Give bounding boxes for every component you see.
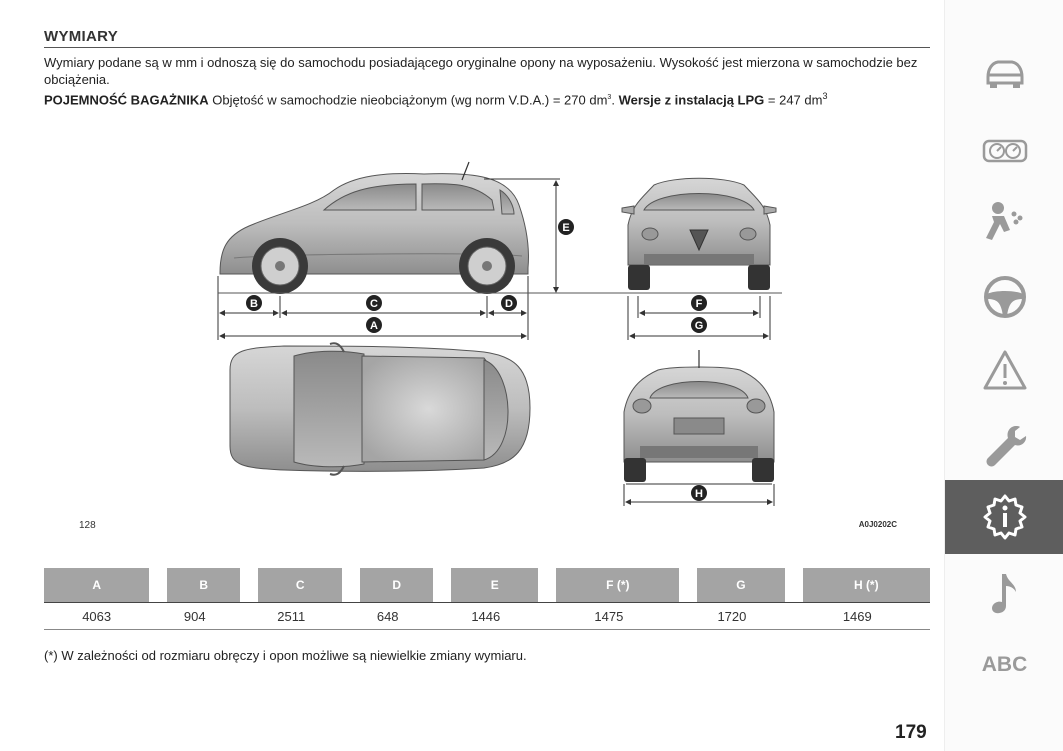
value-a: 4063	[44, 602, 149, 630]
tab-multimedia[interactable]	[945, 556, 1063, 630]
tab-emergency[interactable]	[945, 334, 1063, 408]
value-d: 648	[342, 602, 433, 630]
figure-number: 128	[79, 520, 96, 531]
badge-f	[691, 295, 707, 311]
dashboard-gauges-icon	[980, 131, 1030, 171]
steering-wheel-icon	[980, 272, 1030, 322]
badge-h	[691, 485, 707, 501]
dimensions-figure	[44, 150, 930, 535]
svg-text:H: H	[695, 488, 703, 500]
tab-car[interactable]	[945, 36, 1063, 110]
capacity-label: POJEMNOŚĆ BAGAŻNIKA	[44, 92, 209, 108]
header-c: C	[240, 568, 342, 602]
value-g: 1720	[679, 602, 784, 630]
front-view	[622, 178, 776, 290]
svg-text:E: E	[562, 222, 570, 234]
badge-b	[246, 295, 262, 311]
table-header-row	[44, 568, 930, 602]
badge-c	[366, 295, 382, 311]
header-f: F (*)	[538, 568, 679, 602]
tab-technical-data[interactable]	[945, 480, 1063, 554]
header-a: A	[44, 568, 149, 602]
capacity-text: Objętość w samochodzie nieobciążonym (wg norm V.D.A.) = 270 dm	[208, 92, 608, 108]
header-h: H (*)	[785, 568, 930, 602]
info-gear-icon	[980, 492, 1030, 542]
dimensions-table	[44, 568, 930, 630]
lpg-label: Wersje z instalacją LPG	[618, 92, 765, 108]
content-area	[44, 28, 930, 107]
figure-code: A0J0202C	[858, 520, 897, 529]
warning-triangle-icon	[980, 346, 1030, 396]
header-d: D	[342, 568, 433, 602]
tab-safety[interactable]	[945, 186, 1063, 260]
svg-text:C: C	[370, 298, 378, 310]
page-number: 179	[895, 722, 927, 743]
vehicle-dimensions-drawing	[44, 150, 930, 535]
footnote: (*) W zależności od rozmiaru obręczy i opon możliwe są niewielkie zmiany wymiaru.	[44, 648, 527, 663]
tab-driving[interactable]	[945, 260, 1063, 334]
chapter-sidebar	[944, 0, 1063, 751]
music-note-icon	[980, 568, 1030, 618]
capacity-sep: .	[611, 92, 619, 108]
lpg-text: = 247 dm	[764, 92, 823, 108]
header-b: B	[149, 568, 240, 602]
value-h: 1469	[785, 602, 930, 630]
wrench-icon	[980, 420, 1030, 470]
badge-e	[558, 219, 574, 235]
top-view	[230, 343, 530, 474]
badge-g	[691, 317, 707, 333]
svg-text:F: F	[695, 298, 703, 310]
intro-paragraph: Wymiary podane są w mm i odnoszą się do samochodu posiadającego oryginalne opony na wyposażeniu. Wysokość jest mierzona w samochodzie bez obciążenia.	[44, 55, 918, 87]
tab-dashboard[interactable]	[945, 114, 1063, 188]
value-e: 1446	[433, 602, 538, 630]
airbag-passenger-icon	[980, 198, 1030, 248]
section-title: WYMIARY	[44, 28, 930, 48]
svg-text:A: A	[370, 320, 378, 332]
capacity-sup: 3	[607, 94, 612, 101]
tab-index[interactable]: ABC	[981, 653, 1028, 676]
header-e: E	[433, 568, 538, 602]
badge-a	[366, 317, 382, 333]
value-b: 904	[149, 602, 240, 630]
table-row	[44, 602, 930, 630]
car-icon	[980, 53, 1030, 93]
side-view	[220, 162, 529, 294]
rear-view	[624, 350, 774, 482]
svg-text:D: D	[505, 298, 513, 310]
header-g: G	[679, 568, 784, 602]
svg-text:G: G	[694, 320, 704, 332]
svg-text:B: B	[250, 298, 258, 310]
tab-maintenance[interactable]	[945, 408, 1063, 482]
value-c: 2511	[240, 602, 342, 630]
luggage-capacity-line	[44, 91, 930, 107]
badge-d	[501, 295, 517, 311]
value-f: 1475	[538, 602, 679, 630]
lpg-sup: 3	[822, 91, 828, 101]
